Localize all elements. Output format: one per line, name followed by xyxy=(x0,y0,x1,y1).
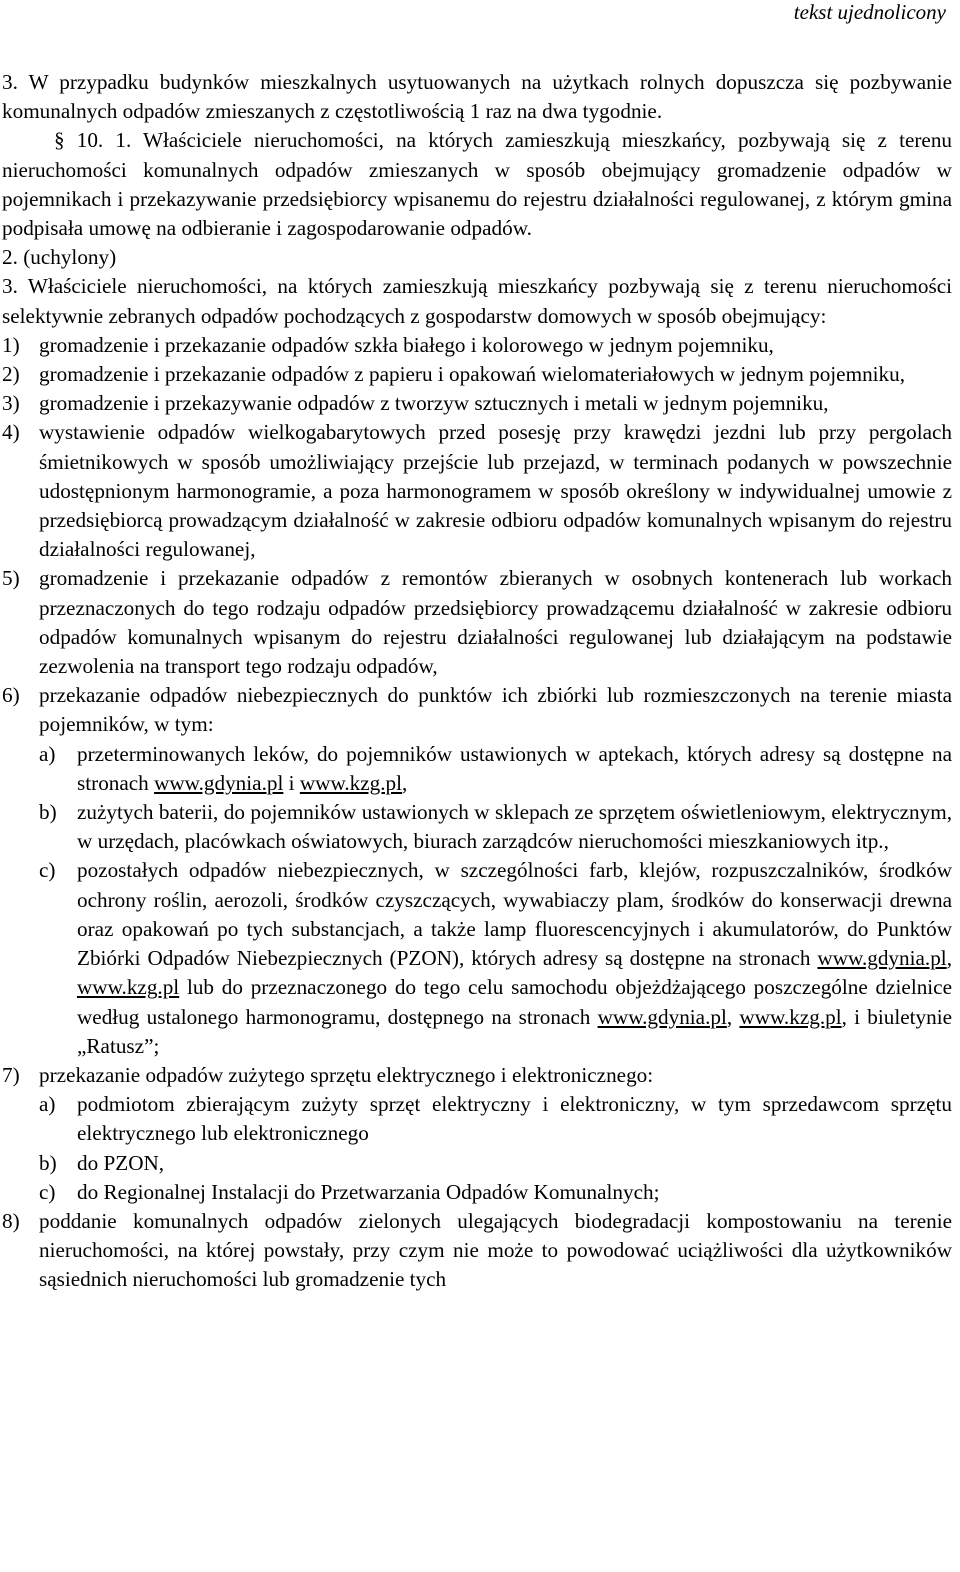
list-item: c) do Regionalnej Instalacji do Przetwarzania Odpadów Komunalnych; xyxy=(39,1179,660,1204)
list-item: 3) gromadzenie i przekazywanie odpadów z tworzyw sztucznych i metali w jednym pojemniku, xyxy=(2,391,829,416)
list-item: a) przeterminowanych leków, do pojemników ustawionych w aptekach, których adresy są dostępne na stronach www.gdynia.pl i www.kzg.pl, xyxy=(39,741,952,795)
items-list xyxy=(2,331,952,1295)
list-item: 5) gromadzenie i przekazanie odpadów z remontów zbieranych w osobnych kontenerach lub workach przeznaczonych do tego rodzaju odpadów przedsiębiorcy prowadzącemu działalność w zakresie odbioru odpadów komunalnych wpisanym do rejestru działalności regulowanej lub działającym na podstawie zezwolenia na transport tego rodzaju odpadów, xyxy=(2,566,952,679)
list-item: b) zużytych baterii, do pojemników ustawionych w sklepach ze sprzętem oświetleniowym, elektrycznym, w urzędach, placówkach oświatowych, biurach zarządców nieruchomości mieszkaniowych itp., xyxy=(39,800,952,854)
list-item: 2) gromadzenie i przekazanie odpadów z papieru i opakowań wielomateriałowych w jednym pojemniku, xyxy=(2,362,906,387)
sub-list-7 xyxy=(39,1090,952,1207)
list-item: c) pozostałych odpadów niebezpiecznych, w szczególności farb, klejów, rozpuszczalników, środków ochrony roślin, aerozoli, środków czyszczących, wywabiaczy plam, środków do konserwacji drewna oraz opakowań po tych substancjach, a także lamp fluorescencyjnych i akumulatorów, do Punktów Zbiórki Odpadów Niebezpiecznych (PZON), których adresy są dostępne na stronach www.gdynia.pl, www.kzg.pl lub do przeznaczonego do tego celu samochodu objeżdżającego poszczególne dzielnice według ustalonego harmonogramu, dostępnego na stronach www.gdynia.pl, www.kzg.pl, i biuletynie „Ratusz”; xyxy=(39,858,952,1058)
list-item: 8) poddanie komunalnych odpadów zielonych ulegających biodegradacji kompostowaniu na terenie nieruchomości, na której powstały, przy czym nie może to powodować uciążliwości dla użytkowników sąsiednich nieruchomości lub gromadzenie tych xyxy=(2,1208,952,1292)
document-body xyxy=(2,68,952,1295)
list-item: b) do PZON, xyxy=(39,1150,165,1175)
link-gdynia[interactable]: www.gdynia.pl xyxy=(817,946,947,971)
list-item: 4) wystawienie odpadów wielkogabarytowych przed posesję przy krawędzi jezdni lub przy pergolach śmietnikowych w sposób umożliwiający przejście lub przejazd, w terminach podanych w powszechnie udostępnionym harmonogramie, a poza harmonogramem w sposób określony w indywidualnej umowie z przedsiębiorcą prowadzącym działalność w zakresie odbioru odpadów komunalnych wpisanym do rejestru działalności regulowanej, xyxy=(2,420,952,562)
link-gdynia[interactable]: www.gdynia.pl xyxy=(154,770,284,795)
intro-paragraph: 3. W przypadku budynków mieszkalnych usytuowanych na użytkach rolnych dopuszcza się pozbywanie komunalnych odpadów zmieszanych z częstotliwością 1 raz na dwa tygodnie. xyxy=(2,70,952,124)
document-header: tekst ujednolicony xyxy=(793,0,946,24)
link-kzg[interactable]: www.kzg.pl xyxy=(739,1004,842,1029)
list-item: 6) przekazanie odpadów niebezpiecznych do punktów ich zbiórki lub rozmieszczonych na terenie miasta pojemników, w tym: a) przeterminowanych leków, do pojemników ustawionych w aptekach, których adresy są dostępne na stronach www.gdynia.pl i www.kzg.pl, b) zużytych baterii, do pojemników ustawionych w sklepach ze sprzętem oświetleniowym, elektrycznym, w urzędach, placówkach oświatowych, biurach zarządców nieruchomości mieszkaniowych itp., c) pozostałych odpadów niebezpiecznych, w szczególności farb, klejów, rozpuszczalników, środków ochrony roślin, aerozoli, środków czyszczących, wywabiaczy plam, środków do konserwacji drewna oraz opakowań po tych substancjach, a także lamp fluorescencyjnych i akumulatorów, do Punktów Zbiórki Odpadów Niebezpiecznych (PZON), których adresy są dostępne na stronach www.gdynia.pl, www.kzg.pl lub do przeznaczonego do tego celu samochodu objeżdżającego poszczególne dzielnice według ustalonego harmonogramu, dostępnego na stronach www.gdynia.pl, www.kzg.pl, i biuletynie „Ratusz”; xyxy=(2,681,952,1061)
section-10-paragraph-1: § 10. 1. Właściciele nieruchomości, na których zamieszkują mieszkańcy, pozbywają się z terenu nieruchomości komunalnych odpadów zmieszanych w sposób obejmujący gromadzenie odpadów w pojemnikach i przekazywanie przedsiębiorcy wpisanemu do rejestru działalności regulowanej, z którym gmina podpisała umowę na odbieranie i zagospodarowanie odpadów. xyxy=(2,128,953,241)
link-kzg[interactable]: www.kzg.pl xyxy=(299,770,403,795)
list-item: a) podmiotom zbierającym zużyty sprzęt elektryczny i elektroniczny, w tym sprzedawcom sprzętu elektrycznego lub elektronicznego xyxy=(39,1092,952,1146)
link-kzg[interactable]: www.kzg.pl xyxy=(77,975,180,1000)
sub-list-6 xyxy=(39,740,952,1061)
list-item: 7) przekazanie odpadów zużytego sprzętu elektrycznego i elektronicznego: a) podmiotom zbierającym zużyty sprzęt elektryczny i elektroniczny, w tym sprzedawcom sprzętu elektrycznego lub elektronicznego b) do PZON, c) do Regionalnej Instalacji do Przetwarzania Odpadów Komunalnych; xyxy=(2,1061,952,1207)
link-gdynia[interactable]: www.gdynia.pl xyxy=(597,1004,727,1029)
list-item: 1) gromadzenie i przekazanie odpadów szkła białego i kolorowego w jednym pojemniku, xyxy=(2,332,774,357)
section-10-paragraph-3: 3. Właściciele nieruchomości, na których zamieszkują mieszkańcy pozbywają się z terenu nieruchomości selektywnie zebranych odpadów pochodzących z gospodarstw domowych w sposób obejmujący: xyxy=(2,274,952,328)
section-10-heading: § 10. xyxy=(54,128,116,153)
section-10-paragraph-2: 2. (uchylony) xyxy=(2,245,117,270)
